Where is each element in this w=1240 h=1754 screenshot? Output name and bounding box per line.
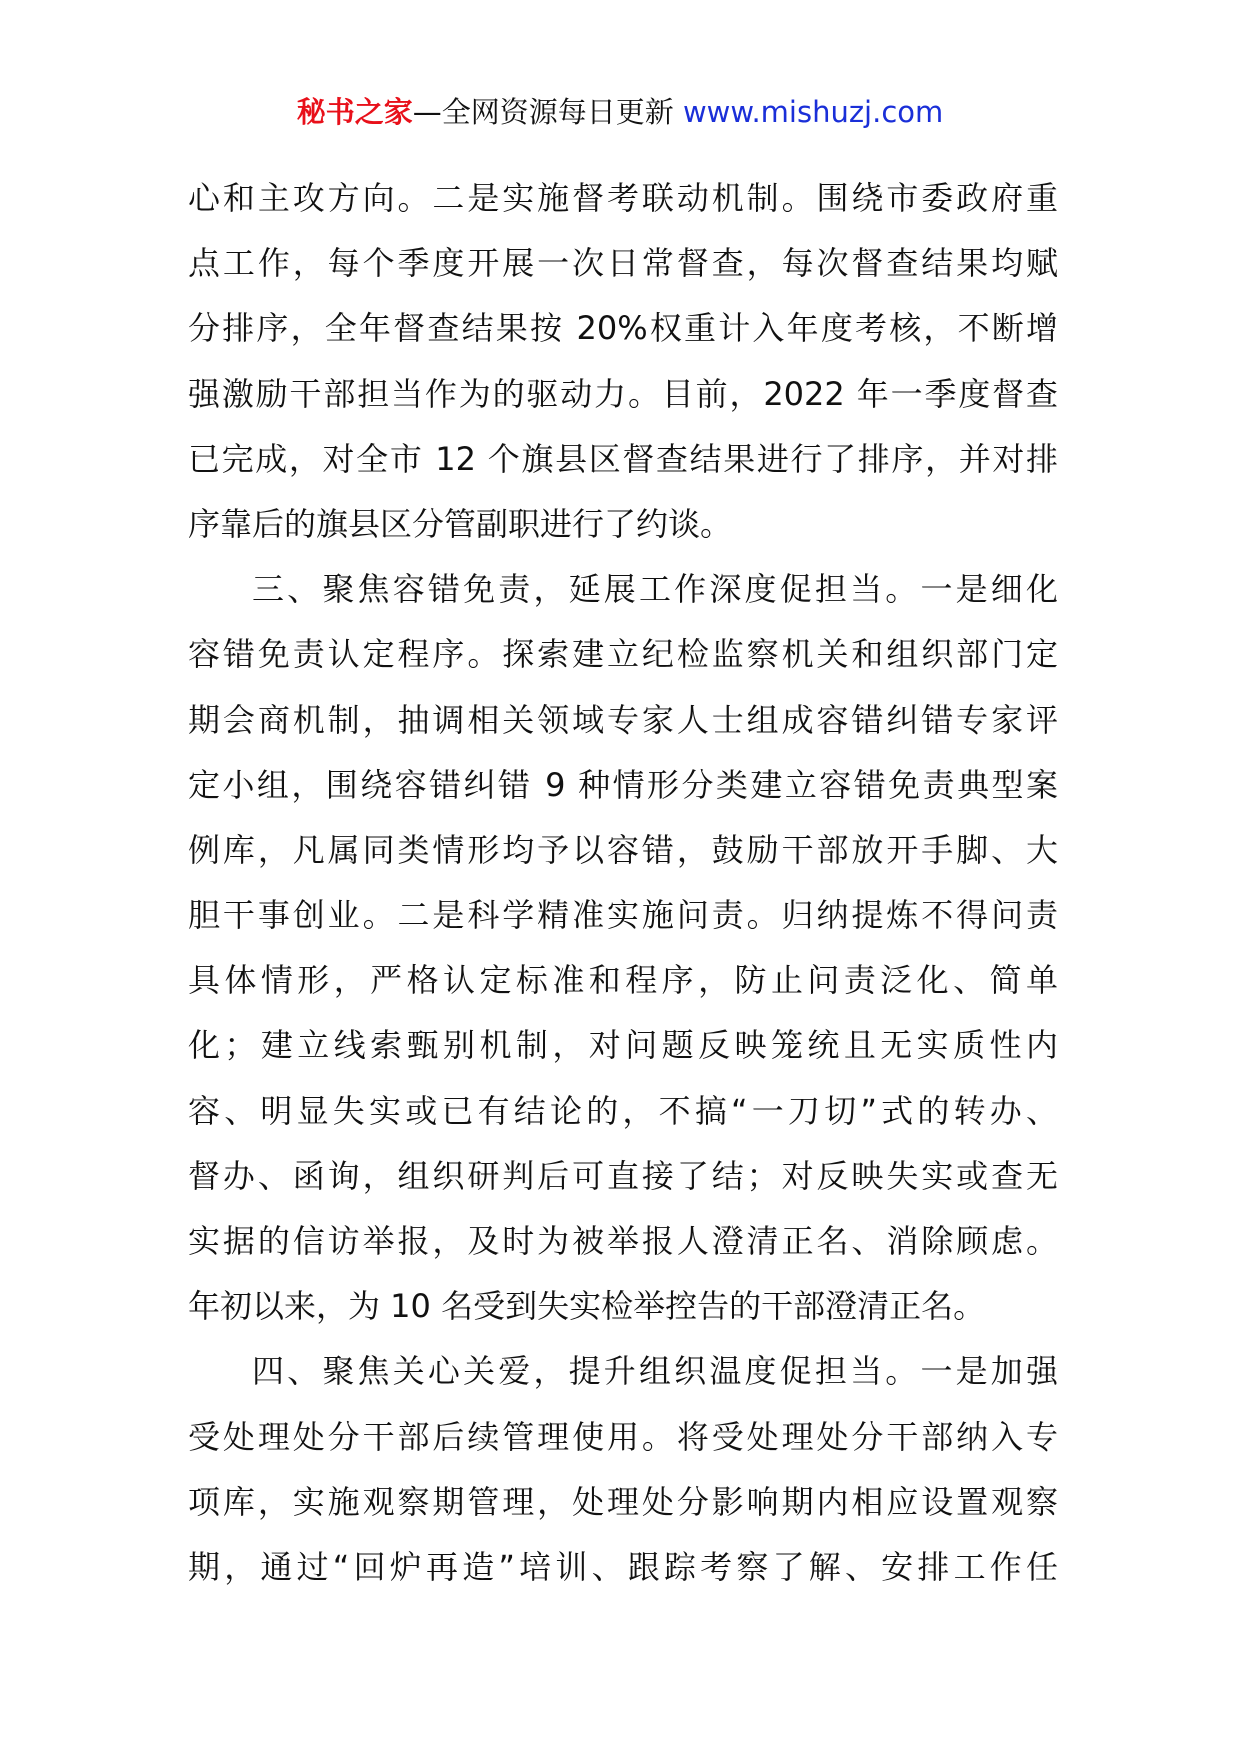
text-line: 心和主攻方向。二是实施督考联动机制。围绕市委政府重 [188, 179, 1058, 217]
document-body [188, 166, 1058, 1600]
text-line: 受处理处分干部后续管理使用。将受处理处分干部纳入专 [188, 1417, 1058, 1456]
text-line: 项库，实施观察期管理，处理处分影响期内相应设置观察 [188, 1482, 1058, 1521]
site-url-link[interactable]: www.mishuzj.com [682, 95, 944, 129]
text-line: 督办、函询，组织研判后可直接了结；对反映失实或查无 [188, 1156, 1058, 1195]
text-line: 定小组，围绕容错纠错 9 种情形分类建立容错免责典型案 [188, 765, 1058, 804]
text-line: 点工作，每个季度开展一次日常督查，每次督查结果均赋 [188, 244, 1058, 283]
text-line: 年初以来，为 10 名受到失实检举控告的干部澄清正名。 [188, 1287, 986, 1326]
text-line: 例库，凡属同类情形均予以容错，鼓励干部放开手脚、大 [188, 830, 1058, 869]
site-brand: 秘书之家 [296, 95, 413, 129]
text-line: 期，通过“回炉再造”培训、跟踪考察了解、安排工作任 [188, 1547, 1058, 1586]
text-line: 容、明显失实或已有结论的，不搞“一刀切”式的转办、 [188, 1091, 1058, 1130]
text-line: 序靠后的旗县区分管副职进行了约谈。 [188, 504, 733, 543]
text-line: 具体情形，严格认定标准和程序，防止问责泛化、简单 [188, 961, 1058, 1000]
section-heading-line: 三、聚焦容错免责，延展工作深度促担当。一是细化 [252, 570, 1058, 609]
text-line: 容错免责认定程序。探索建立纪检监察机关和组织部门定 [188, 635, 1058, 674]
text-line: 已完成，对全市 12 个旗县区督查结果进行了排序，并对排 [188, 439, 1058, 478]
text-line: 化；建立线索甄别机制，对问题反映笼统且无实质性内 [188, 1026, 1058, 1065]
site-tagline: —全网资源每日更新 [412, 95, 674, 129]
text-line: 胆干事创业。二是科学精准实施问责。归纳提炼不得问责 [188, 896, 1058, 935]
text-line: 期会商机制，抽调相关领域专家人士组成容错纠错专家评 [188, 700, 1058, 739]
text-line: 分排序，全年督查结果按 20%权重计入年度考核，不断增 [188, 309, 1058, 348]
text-line: 实据的信访举报，及时为被举报人澄清正名、消除顾虑。 [188, 1222, 1058, 1260]
page-header [0, 92, 1240, 132]
section-heading-line: 四、聚焦关心关爱，提升组织温度促担当。一是加强 [252, 1352, 1058, 1391]
text-line: 强激励干部担当作为的驱动力。目前，2022 年一季度督查 [188, 374, 1058, 413]
